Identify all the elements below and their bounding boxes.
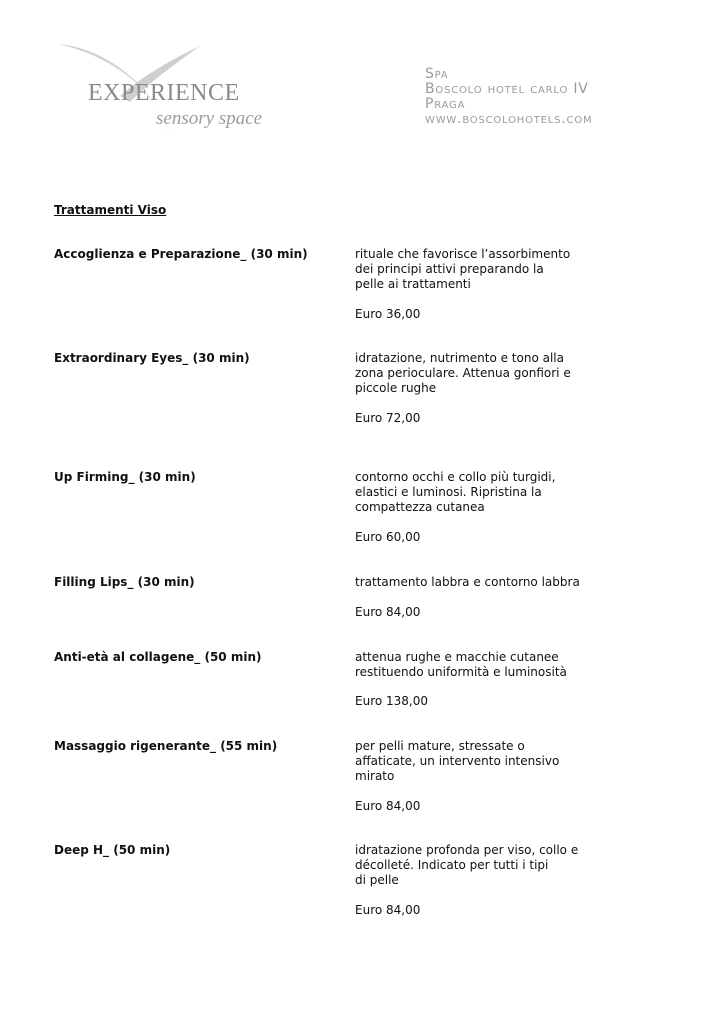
description-line: décolleté. Indicato per tutti i tipi bbox=[355, 858, 549, 872]
treatment-description bbox=[355, 351, 595, 396]
description-line: piccole rughe bbox=[355, 381, 437, 395]
experience-logo bbox=[50, 38, 280, 148]
treatment-description bbox=[355, 575, 595, 590]
description-line: affaticate, un intervento intensivo bbox=[355, 754, 560, 768]
treatment-price: Euro 60,00 bbox=[355, 530, 421, 544]
description-line: elastici e luminosi. Ripristina la bbox=[355, 485, 542, 499]
hotel-info bbox=[425, 67, 592, 127]
treatment-price: Euro 84,00 bbox=[355, 605, 421, 619]
treatment-description bbox=[355, 739, 595, 784]
hotel-line: Boscolo hotel carlo IV bbox=[425, 81, 589, 97]
description-line: pelle ai trattamenti bbox=[355, 277, 471, 291]
description-line: trattamento labbra e contorno labbra bbox=[355, 575, 580, 589]
treatment-name: Filling Lips_ (30 min) bbox=[54, 575, 195, 589]
description-line: attenua rughe e macchie cutanee bbox=[355, 650, 559, 664]
treatment-name: Deep H_ (50 min) bbox=[54, 843, 171, 857]
description-line: restituendo uniformità e luminosità bbox=[355, 665, 567, 679]
description-line: dei principi attivi preparando la bbox=[355, 262, 544, 276]
hotel-website-link[interactable]: www.boscolohotels.com bbox=[425, 111, 593, 127]
treatment-description bbox=[355, 650, 595, 680]
description-line: idratazione, nutrimento e tono alla bbox=[355, 351, 564, 365]
description-line: zona perioculare. Attenua gonfiori e bbox=[355, 366, 571, 380]
treatment-name: Up Firming_ (30 min) bbox=[54, 470, 196, 484]
logo-subtitle: sensory space bbox=[156, 108, 263, 129]
treatment-price: Euro 36,00 bbox=[355, 307, 421, 321]
description-line: contorno occhi e collo più turgidi, bbox=[355, 470, 556, 484]
treatment-price: Euro 84,00 bbox=[355, 799, 421, 813]
treatment-description bbox=[355, 843, 595, 888]
treatment-price: Euro 72,00 bbox=[355, 411, 421, 425]
description-line: mirato bbox=[355, 769, 395, 783]
treatment-name: Extraordinary Eyes_ (30 min) bbox=[54, 351, 250, 365]
treatment-description bbox=[355, 247, 595, 292]
description-line: compattezza cutanea bbox=[355, 500, 485, 514]
treatment-price: Euro 84,00 bbox=[355, 903, 421, 917]
treatment-price: Euro 138,00 bbox=[355, 694, 429, 708]
description-line: di pelle bbox=[355, 873, 399, 887]
description-line: per pelli mature, stressate o bbox=[355, 739, 525, 753]
treatment-name: Accoglienza e Preparazione_ (30 min) bbox=[54, 247, 308, 261]
logo-wordmark: EXPERIENCE bbox=[88, 80, 240, 106]
treatment-name: Massaggio rigenerante_ (55 min) bbox=[54, 739, 278, 753]
description-line: idratazione profonda per viso, collo e bbox=[355, 843, 579, 857]
treatment-name: Anti-età al collagene_ (50 min) bbox=[54, 650, 262, 664]
hotel-line: Spa bbox=[425, 66, 449, 82]
section-title: Trattamenti Viso bbox=[54, 203, 167, 217]
treatment-description bbox=[355, 470, 595, 515]
description-line: rituale che favorisce l’assorbimento bbox=[355, 247, 571, 261]
hotel-line: Praga bbox=[425, 96, 466, 112]
